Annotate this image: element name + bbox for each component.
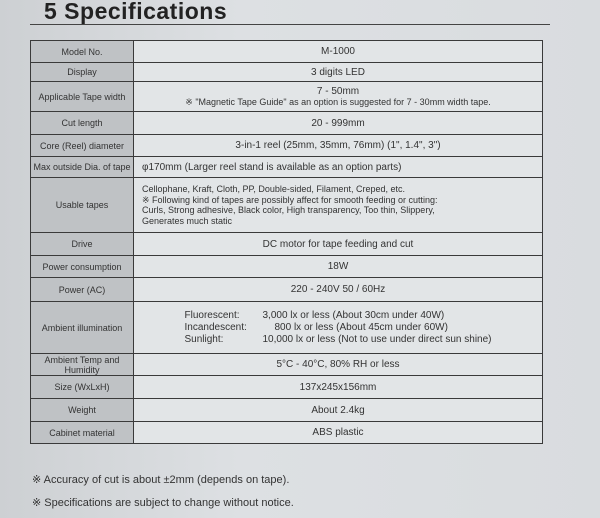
row-ambient-temp	[31, 354, 543, 376]
value-drive: DC motor for tape feeding and cut	[134, 233, 543, 256]
label-power-ac: Power (AC)	[31, 278, 134, 302]
row-cabinet-material	[31, 422, 543, 444]
section-heading: 5 Specifications	[44, 0, 228, 24]
label-weight: Weight	[31, 399, 134, 422]
illumination-type: Incandescent:	[184, 321, 247, 333]
value-cabinet-material: ABS plastic	[134, 422, 543, 444]
row-power-consumption	[31, 256, 543, 278]
label-power-consumption: Power consumption	[31, 256, 134, 278]
label-display: Display	[31, 63, 134, 82]
label-core-diameter: Core (Reel) diameter	[31, 135, 134, 157]
row-core-diameter	[31, 135, 543, 157]
label-size: Size (WxLxH)	[31, 376, 134, 399]
label-ambient-temp: Ambient Temp and Humidity	[31, 354, 134, 376]
illumination-value: 10,000 lx or less (Not to use under direct sun shine)	[262, 333, 492, 345]
label-ambient-illumination: Ambient illumination	[31, 302, 134, 354]
label-tape-width: Applicable Tape width	[31, 82, 134, 112]
illumination-type: Sunlight:	[184, 333, 224, 345]
tape-width-note: ※ "Magnetic Tape Guide" as an option is suggested for 7 - 30mm width tape.	[185, 96, 491, 107]
value-display: 3 digits LED	[134, 63, 543, 82]
label-model-no: Model No.	[31, 41, 134, 63]
label-cabinet-material: Cabinet material	[31, 422, 134, 444]
illumination-row	[184, 322, 491, 334]
row-usable-tapes	[31, 178, 543, 233]
illumination-list	[184, 310, 491, 346]
heading-rule	[30, 24, 550, 25]
usable-tapes-warning: ※ Following kind of tapes are possibly affect for smooth feeding or cutting:	[142, 194, 438, 205]
usable-tapes-static: Generates much static	[142, 215, 233, 226]
value-core-diameter: 3-in-1 reel (25mm, 35mm, 76mm) (1", 1.4", 3")	[134, 135, 543, 157]
label-cut-length: Cut length	[31, 112, 134, 135]
illumination-value: 800 lx or less (About 45cm under 60W)	[274, 321, 448, 333]
footnotes	[32, 469, 294, 515]
value-cut-length: 20 - 999mm	[134, 112, 543, 135]
illumination-value: 3,000 lx or less (About 30cm under 40W)	[262, 309, 445, 321]
value-usable-tapes	[134, 178, 543, 233]
row-cut-length	[31, 112, 543, 135]
illumination-row	[184, 334, 491, 346]
value-max-dia: φ170mm (Larger reel stand is available as an option parts)	[134, 157, 543, 178]
value-weight: About 2.4kg	[134, 399, 543, 422]
row-size	[31, 376, 543, 399]
label-usable-tapes: Usable tapes	[31, 178, 134, 233]
specifications-table	[30, 40, 543, 444]
tape-width-range: 7 - 50mm	[316, 85, 360, 97]
value-ambient-temp: 5°C - 40°C, 80% RH or less	[134, 354, 543, 376]
row-drive	[31, 233, 543, 256]
footnote-change-notice: ※ Specifications are subject to change without notice.	[32, 497, 294, 509]
usable-tapes-problem-list: Curls, Strong adhesive, Black color, High transparency, Too thin, Slippery,	[142, 205, 435, 215]
value-tape-width	[134, 82, 543, 112]
row-tape-width	[31, 82, 543, 112]
row-display	[31, 63, 543, 82]
footnote-accuracy: ※ Accuracy of cut is about ±2mm (depends on tape).	[32, 474, 290, 486]
illumination-row	[184, 310, 491, 322]
row-ambient-illumination	[31, 302, 543, 354]
label-max-dia: Max outside Dia. of tape	[31, 157, 134, 178]
row-model	[31, 41, 543, 63]
usable-tapes-list: Cellophane, Kraft, Cloth, PP, Double-sided, Filament, Creped, etc.	[142, 184, 405, 194]
row-weight	[31, 399, 543, 422]
value-power-consumption: 18W	[134, 256, 543, 278]
value-model-no: M-1000	[134, 41, 543, 63]
value-ambient-illumination	[134, 302, 543, 354]
label-drive: Drive	[31, 233, 134, 256]
illumination-type: Fluorescent:	[184, 309, 240, 321]
row-power-ac	[31, 278, 543, 302]
row-max-dia	[31, 157, 543, 178]
value-size: 137x245x156mm	[134, 376, 543, 399]
value-power-ac: 220 - 240V 50 / 60Hz	[134, 278, 543, 302]
